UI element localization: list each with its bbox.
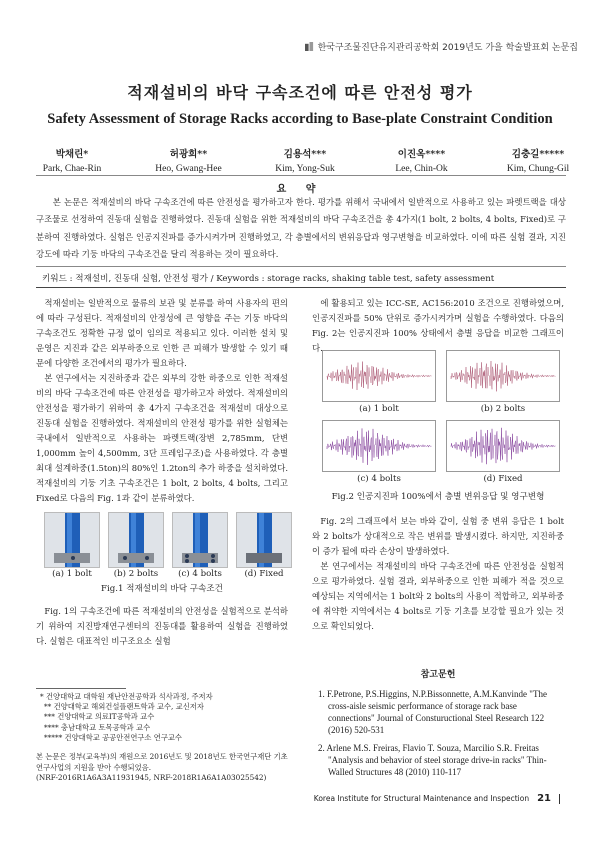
- photo-fixed: [236, 512, 292, 568]
- journal-logo-icon: [305, 42, 314, 51]
- left-column-cont: [36, 604, 288, 649]
- footer-divider: [559, 794, 560, 804]
- page-number: 21: [537, 793, 551, 804]
- right-column: [312, 296, 564, 356]
- author: 박채린* Park, Chae-Rin: [42, 149, 102, 174]
- author: 김용석*** Kim, Yong-Suk: [275, 149, 335, 174]
- paragraph: Fig. 1의 구속조건에 따른 적재설비의 안전성을 실험적으로 분석하기 위하여 지진방재연구센터의 진동대를 활용하여 실험을 진행하였다. 실험은 대표적인 비구조요소 실험: [36, 606, 288, 646]
- response-graph-4-bolts: [322, 420, 436, 472]
- paragraph: 적재설비는 일반적으로 물류의 보관 및 분류를 하여 사용자의 편의에 따라 구성된다. 적재설비의 안정성에 큰 영향을 주는 기둥 바닥의 구속조건도 정확한 규정 없이 임의로 적용되고 있다. 이러한 설치 및 운영은 지진과 같은 외부하중으로 인한 큰 피해가 발생할 수 있기 때문에 다양한 조건에서의 평가가 필요하다.: [36, 298, 288, 368]
- photo-4-bolts: [172, 512, 228, 568]
- divider: [36, 175, 566, 176]
- response-graph-2-bolts: [446, 350, 560, 402]
- footnotes: * 건양대학교 대학원 재난안전공학과 석사과정, 주저자 ** 건양대학교 해외건설플랜트학과 교수, 교신저자 *** 건양대학교 의료IT공학과 교수 **** 충남대학교 토목공학과 교수 ***** 건양대학교 공공안전연구소 연구교수: [40, 692, 213, 742]
- paragraph: 본 연구에서는 지진하중과 같은 외부의 강한 하중으로 인한 적재설비의 바닥 구속조건에 따른 안전성을 평가하고자 하였다. 적재설비의 안전성을 평가하기 위하여 총 4가지 구속조건을 적재설비 대상으로 진동대 실험을 진행하였다. 적재설비의 안전성 평가를 위한 실험체는 국내에서 일반적으로 사용하는 파렛트랙(장변 2,785mm, 단변 1,000mm 높이 4,500mm, 3단 프레임구조)을 사용하였다. 각 층별 최대 설계하중(1.5ton)의 80%인 1.2ton의 추가 하중을 설치하였다. 적재설비의 기둥 기초 구속조건은 1 bolt, 2 bolts, 4 bolts, 그리고 Fixed로 다음의 Fig. 1과 같이 분류하였다.: [36, 373, 288, 503]
- title-english: Safety Assessment of Storage Racks according to Base-plate Constraint Condition: [47, 111, 553, 127]
- paragraph: 본 연구에서는 적재설비의 바닥 구속조건에 따른 안전성을 실험적으로 평가하였다. 실험 결과, 외부하중으로 인한 피해가 적을 것으로 예상되는 지역에서는 1 bolt와 2 bolts의 사용이 적합하고, 외부하중에 취약한 지역에서는 4 bolts로 기둥 기초를 보강할 필요가 있는 것으로 확인되었다.: [312, 561, 564, 631]
- author-list: [20, 146, 590, 174]
- photo-1-bolt: [44, 512, 100, 568]
- figure-2-caption: Fig.2 인공지진파 100%에서 층별 변위응답 및 영구변형: [331, 492, 545, 502]
- reference: 2. Arlene M.S. Freiras, Flavio T. Souza, Marcilio S.R. Freitas "Analysis and behavior of steel storage drive-in racks" Thin-Walled Structures 48 (2010) 110-117: [318, 743, 547, 777]
- footnote-divider: [36, 688, 126, 689]
- title-korean: 적재설비의 바닥 구속조건에 따른 안전성 평가: [127, 83, 473, 102]
- author: 허광희** Heo, Gwang-Hee: [155, 149, 222, 174]
- author: 김충길***** Kim, Chung-Gil: [506, 149, 570, 174]
- response-graph-fixed: [446, 420, 560, 472]
- abstract-text: 본 논문은 적재설비의 바닥 구속조건에 따른 안전성을 평가하고자 한다. 평가를 위해서 국내에서 일반적으로 사용하고 있는 파렛트랙을 대상구조물로 선정하여 진동대 실험을 진행하였다. 진동대 실험을 위한 적재설비의 바닥 구속조건을 총 4가지(1 bolt, 2 bolts, 4 bolts, Fixed)로 구분하여 진행하였다. 실험은 인공지진파를 증가시켜가며 진행하였고, 각 층별에서의 변위응답과 영구변형을 비교하였다. 이에 따른 실험 결과, 지진 강도에 따라 기둥 바닥의 구속조건을 달리 적용하는 것이 필요하다.: [36, 194, 566, 267]
- response-graph-1-bolt: [322, 350, 436, 402]
- keywords: 키워드 : 적재설비, 진동대 실험, 안전성 평가 / Keywords : storage racks, shaking table test, safety assessment: [36, 269, 566, 288]
- photo-2-bolts: [108, 512, 164, 568]
- reference: 1. F.Petrone, P.S.Higgins, N.P.Bissonnette, A.M.Kanvinde "The cross-aisle seismic performance of storage rack base connections" Journal of Constuructional Steel Research 122 (2016) 520-531: [318, 689, 547, 735]
- journal-header: [305, 40, 578, 53]
- left-column: [36, 296, 288, 506]
- figure-1-images: [44, 512, 292, 568]
- funding-note: 본 논문은 정부(교육부)의 재원으로 2016년도 및 2018년도 한국연구재단 기초연구사업의 지원을 받아 수행되었음. (NRF-2016R1A6A3A11931945, NRF-2018R1A6A1A03025542): [36, 752, 288, 782]
- abstract-heading: 요 약: [276, 184, 324, 195]
- figure-1-caption: Fig.1 적재설비의 바닥 구속조건: [101, 584, 223, 594]
- paragraph: 에 활용되고 있는 ICC-SE, AC156:2010 조건으로 진행하였으며, 인공지진파를 50% 단위로 증가시켜가며 실험을 수행하였다. 다음의 Fig. 2는 인공지진파 100% 상태에서 층별 응답을 비교한 그래프이다.: [312, 298, 564, 353]
- journal-name: 한국구조물진단유지관리공학회 2019년도 가을 학술발표회 논문집: [317, 43, 578, 53]
- paragraph: Fig. 2의 그래프에서 보는 바와 같이, 실험 중 변위 응답은 1 bolt와 2 bolts가 상대적으로 작은 변위를 발생시켰다. 하지만, 지진하중이 증가 될에 따라 손상이 발생하였다.: [312, 516, 564, 556]
- references-heading: 참고문헌: [420, 670, 456, 680]
- right-column-cont: [312, 514, 564, 634]
- author: 이진옥**** Lee, Chin-Ok: [395, 149, 448, 174]
- figure-1-labels: (a) 1 bolt (b) 2 bolts (c) 4 bolts (d) Fixed: [52, 569, 284, 579]
- references: [318, 688, 562, 778]
- figure-2: (a) 1 bolt (b) 2 bolts (c) 4 bolts (d) Fixed: [322, 350, 568, 484]
- page-footer: [314, 793, 560, 804]
- footer-text: Korea Institute for Structural Maintenance and Inspection: [313, 794, 530, 803]
